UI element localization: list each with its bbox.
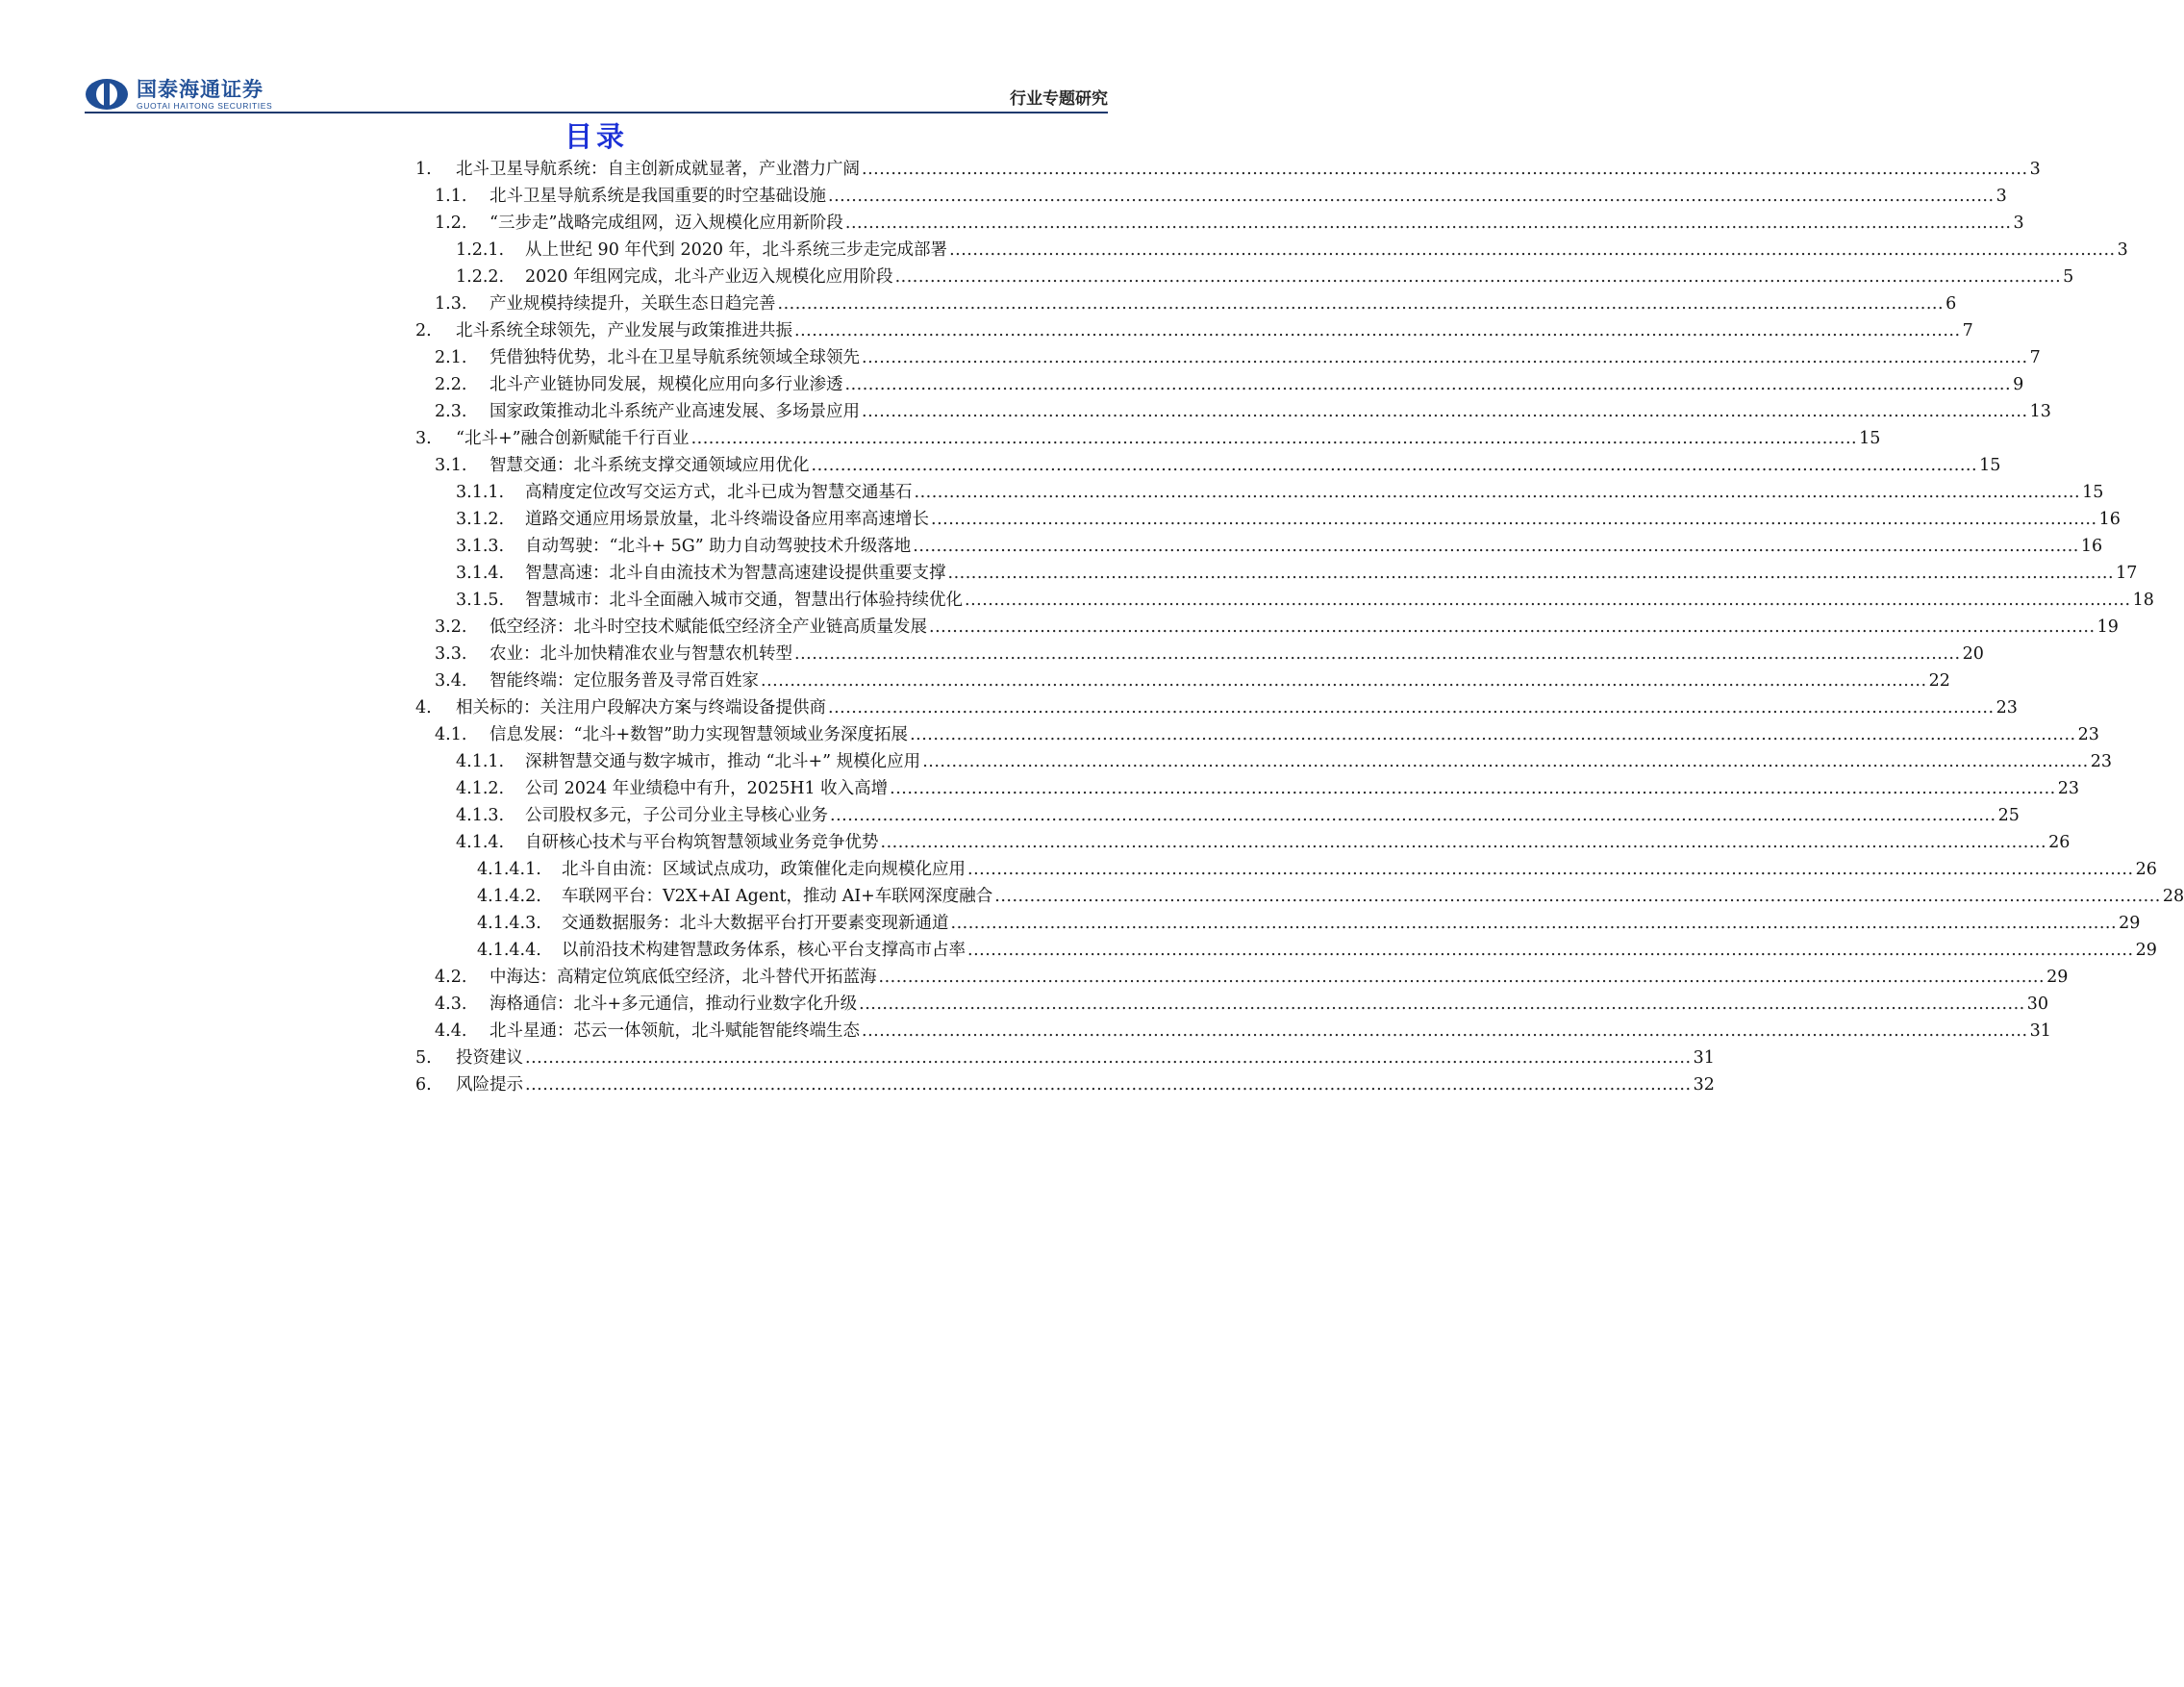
toc-entry-number: 4.1.3. (456, 806, 505, 825)
header-divider (85, 112, 1108, 113)
toc-entry-number: 3.1.2. (456, 510, 505, 529)
brand-name-en: GUOTAI HAITONG SECURITIES (137, 100, 273, 111)
toc-entry-title: 以前沿技术构建智慧政务体系，核心平台支撑高市占率 (562, 941, 966, 960)
toc-entry[interactable] (415, 1018, 2051, 1045)
toc-entry-number: 3. (415, 429, 432, 448)
toc-entry-title: 智慧高速：北斗自由流技术为智慧高速建设提供重要支撑 (525, 564, 946, 583)
toc-entry[interactable] (415, 344, 2041, 371)
toc-entry-page: 22 (1928, 671, 1950, 691)
table-of-contents (415, 156, 2184, 1098)
toc-entry-page: 7 (1962, 321, 1973, 340)
toc-entry-page: 23 (2057, 779, 2079, 798)
toc-entry[interactable] (415, 910, 2141, 937)
toc-leader-dots (845, 375, 2012, 394)
brand-name-cn: 国泰海通证券 (137, 77, 264, 101)
toc-entry[interactable] (415, 560, 2138, 587)
toc-entry-number: 1. (415, 160, 432, 179)
toc-leader-dots (525, 1048, 1692, 1068)
toc-entry-number: 1.1. (435, 187, 467, 206)
toc-entry-number: 3.4. (435, 671, 467, 691)
toc-entry-title: 北斗星通：芯云一体领航，北斗赋能智能终端生态 (490, 1021, 860, 1041)
toc-entry-page: 32 (1693, 1075, 1715, 1095)
toc-entry-page: 5 (2063, 267, 2074, 287)
toc-entry-page: 28 (2162, 887, 2184, 906)
toc-entry[interactable] (415, 1045, 1715, 1071)
toc-entry-title: 凭借独特优势，北斗在卫星导航系统领域全球领先 (490, 348, 860, 367)
toc-leader-dots (881, 833, 2047, 852)
toc-leader-dots (951, 914, 2118, 933)
toc-entry-title: 智慧交通：北斗系统支撑交通领域应用优化 (490, 456, 810, 475)
toc-leader-dots (794, 321, 1961, 340)
toc-entry-title: 2020 年组网完成，北斗产业迈入规模化应用阶段 (525, 267, 893, 287)
toc-entry-title: 北斗自由流：区域试点成功，政策催化走向规模化应用 (562, 860, 966, 879)
toc-entry-title: 智能终端：定位服务普及寻常百姓家 (490, 671, 759, 691)
toc-entry-page: 26 (2048, 833, 2071, 852)
toc-entry-number: 3.2. (435, 617, 467, 637)
toc-entry-number: 4.1.2. (456, 779, 505, 798)
toc-entry-number: 1.2. (435, 214, 467, 233)
toc-entry[interactable] (415, 183, 2007, 210)
toc-entry-title: 深耕智慧交通与数字城市，推动 “北斗+” 规模化应用 (525, 752, 921, 771)
toc-entry-page: 3 (2013, 214, 2024, 233)
toc-entry[interactable] (415, 264, 2074, 290)
toc-entry-title: 交通数据服务：北斗大数据平台打开要素变现新通道 (562, 914, 949, 933)
toc-entry-number: 2. (415, 321, 432, 340)
toc-entry-page: 9 (2013, 375, 2024, 394)
toc-entry[interactable] (415, 587, 2154, 614)
toc-entry[interactable] (415, 964, 2069, 991)
toc-entry-title: 海格通信：北斗+多元通信，推动行业数字化升级 (490, 995, 858, 1014)
toc-leader-dots (994, 887, 2161, 906)
toc-leader-dots (890, 779, 2056, 798)
toc-entry-page: 31 (2029, 1021, 2051, 1041)
toc-entry[interactable] (415, 802, 2020, 829)
toc-entry[interactable] (415, 775, 2079, 802)
toc-entry-number: 3.1.1. (456, 483, 505, 502)
toc-entry-title: 车联网平台：V2X+AI Agent，推动 AI+车联网深度融合 (562, 887, 993, 906)
toc-entry-page: 15 (2082, 483, 2104, 502)
toc-leader-dots (778, 294, 1945, 314)
toc-entry-number: 1.2.1. (456, 240, 505, 260)
toc-entry[interactable] (415, 694, 2018, 721)
toc-entry-number: 4.1.4.2. (477, 887, 541, 906)
toc-entry[interactable] (415, 991, 2049, 1018)
document-type: 行业专题研究 (1010, 89, 1108, 109)
toc-entry[interactable] (415, 479, 2104, 506)
toc-entry-title: 农业：北斗加快精准农业与智慧农机转型 (490, 644, 792, 664)
toc-entry-page: 3 (1996, 187, 2007, 206)
toc-entry-number: 4.2. (435, 968, 467, 987)
toc-leader-dots (915, 483, 2081, 502)
toc-entry-number: 4.1.1. (456, 752, 505, 771)
toc-entry-title: 中海达：高精定位筑底低空经济，北斗替代开拓蓝海 (490, 968, 877, 987)
toc-leader-dots (929, 617, 2096, 637)
toc-entry-number: 3.1.5. (456, 591, 505, 610)
toc-entry-number: 4.1. (435, 725, 467, 744)
toc-entry[interactable] (415, 937, 2157, 964)
toc-entry[interactable] (415, 398, 2051, 425)
toc-entry-number: 4. (415, 698, 432, 718)
toc-entry-page: 16 (2098, 510, 2121, 529)
toc-leader-dots (965, 591, 2131, 610)
toc-entry[interactable] (415, 317, 1973, 344)
toc-entry[interactable] (415, 237, 2128, 264)
toc-entry-page: 3 (2117, 240, 2128, 260)
toc-leader-dots (879, 968, 2046, 987)
toc-entry-title: 低空经济：北斗时空技术赋能低空经济全产业链高质量发展 (490, 617, 927, 637)
toc-entry-page: 29 (2135, 941, 2157, 960)
toc-entry[interactable] (415, 533, 2103, 560)
toc-entry[interactable] (415, 614, 2119, 641)
toc-entry-number: 2.2. (435, 375, 467, 394)
toc-entry[interactable] (415, 506, 2121, 533)
toc-entry-page: 3 (2029, 160, 2041, 179)
toc-leader-dots (931, 510, 2097, 529)
toc-leader-dots (949, 240, 2116, 260)
toc-leader-dots (691, 429, 1858, 448)
toc-entry-page: 7 (2029, 348, 2041, 367)
toc-leader-dots (859, 995, 2025, 1014)
toc-entry-page: 23 (1996, 698, 2018, 718)
toc-entry-title: “北斗+”融合创新赋能千行百业 (456, 429, 690, 448)
toc-entry-title: 国家政策推动北斗系统产业高速发展、多场景应用 (490, 402, 860, 421)
toc-leader-dots (922, 752, 2089, 771)
toc-entry-title: 北斗卫星导航系统：自主创新成就显著，产业潜力广阔 (456, 160, 860, 179)
toc-entry-page: 15 (1859, 429, 1881, 448)
toc-leader-dots (910, 725, 2076, 744)
toc-entry-number: 4.1.4.1. (477, 860, 541, 879)
toc-entry-title: 产业规模持续提升，关联生态日趋完善 (490, 294, 776, 314)
toc-entry-page: 25 (1997, 806, 2020, 825)
toc-entry[interactable] (415, 371, 2024, 398)
toc-entry-page: 18 (2132, 591, 2154, 610)
toc-entry-title: 道路交通应用场景放量，北斗终端设备应用率高速增长 (525, 510, 929, 529)
toc-entry-title: 自动驾驶：“北斗+ 5G” 助力自动驾驶技术升级落地 (525, 537, 912, 556)
toc-entry-number: 4.1.4.3. (477, 914, 541, 933)
toc-leader-dots (862, 160, 2028, 179)
toc-leader-dots (794, 644, 1961, 664)
toc-entry-page: 30 (2026, 995, 2049, 1014)
toc-leader-dots (967, 941, 2134, 960)
toc-entry-title: 相关标的：关注用户段解决方案与终端设备提供商 (456, 698, 826, 718)
toc-entry-page: 29 (2046, 968, 2069, 987)
toc-leader-dots (862, 402, 2028, 421)
toc-leader-dots (862, 348, 2028, 367)
toc-entry-title: 从上世纪 90 年代到 2020 年，北斗系统三步走完成部署 (525, 240, 948, 260)
toc-entry-number: 2.1. (435, 348, 467, 367)
toc-leader-dots (525, 1075, 1692, 1095)
toc-entry-title: 公司股权多元，子公司分业主导核心业务 (525, 806, 828, 825)
toc-entry-page: 20 (1962, 644, 1984, 664)
toc-entry-number: 4.1.4.4. (477, 941, 541, 960)
toc-leader-dots (830, 806, 1996, 825)
toc-leader-dots (828, 698, 1995, 718)
toc-entry[interactable] (415, 156, 2041, 183)
toc-entry-title: “三步走”战略完成组网，迈入规模化应用新阶段 (490, 214, 843, 233)
toc-leader-dots (967, 860, 2134, 879)
toc-leader-dots (761, 671, 1927, 691)
toc-entry-page: 23 (2090, 752, 2113, 771)
toc-entry-number: 2.3. (435, 402, 467, 421)
toc-entry-title: 北斗产业链协同发展，规模化应用向多行业渗透 (490, 375, 843, 394)
toc-entry-page: 19 (2096, 617, 2119, 637)
toc-entry-number: 3.3. (435, 644, 467, 664)
toc-entry-number: 4.1.4. (456, 833, 505, 852)
toc-entry-number: 4.3. (435, 995, 467, 1014)
toc-entry-title: 投资建议 (456, 1048, 523, 1068)
toc-entry-number: 3.1. (435, 456, 467, 475)
toc-leader-dots (948, 564, 2115, 583)
toc-entry-number: 3.1.4. (456, 564, 505, 583)
toc-entry-page: 29 (2119, 914, 2141, 933)
toc-entry[interactable] (415, 829, 2071, 856)
toc-entry-page: 16 (2080, 537, 2103, 556)
toc-entry[interactable] (415, 452, 2001, 479)
toc-leader-dots (845, 214, 2012, 233)
toc-leader-dots (895, 267, 2062, 287)
toc-leader-dots (913, 537, 2079, 556)
toc-entry-title: 北斗卫星导航系统是我国重要的时空基础设施 (490, 187, 826, 206)
toc-entry-page: 17 (2116, 564, 2138, 583)
toc-entry-page: 23 (2077, 725, 2099, 744)
toc-entry-page: 6 (1946, 294, 1957, 314)
toc-entry[interactable] (415, 210, 2024, 237)
toc-entry-title: 公司 2024 年业绩稳中有升，2025H1 收入高增 (525, 779, 889, 798)
toc-entry[interactable] (415, 641, 1984, 667)
toc-entry-title: 智慧城市：北斗全面融入城市交通，智慧出行体验持续优化 (525, 591, 963, 610)
toc-entry-title: 自研核心技术与平台构筑智慧领域业务竞争优势 (525, 833, 879, 852)
toc-entry-page: 15 (1979, 456, 2001, 475)
toc-entry[interactable] (415, 290, 1957, 317)
toc-leader-dots (812, 456, 1978, 475)
toc-entry-number: 3.1.3. (456, 537, 505, 556)
toc-entry-title: 信息发展：“北斗+数智”助力实现智慧领域业务深度拓展 (490, 725, 909, 744)
toc-entry-number: 1.3. (435, 294, 467, 314)
toc-entry-title: 高精度定位改写交运方式，北斗已成为智慧交通基石 (525, 483, 913, 502)
toc-entry-page: 13 (2029, 402, 2051, 421)
brand-logo (85, 75, 272, 113)
toc-leader-dots (862, 1021, 2028, 1041)
toc-entry[interactable] (415, 883, 2184, 910)
toc-entry-number: 5. (415, 1048, 432, 1068)
toc-entry[interactable] (415, 721, 2099, 748)
toc-leader-dots (828, 187, 1995, 206)
page-header (85, 75, 1108, 113)
toc-entry[interactable] (415, 748, 2113, 775)
toc-entry[interactable] (415, 856, 2157, 883)
toc-entry-title: 北斗系统全球领先，产业发展与政策推进共振 (456, 321, 792, 340)
toc-entry[interactable] (415, 667, 1950, 694)
toc-entry-number: 6. (415, 1075, 432, 1095)
toc-entry-page: 26 (2135, 860, 2157, 879)
brand-logo-icon (85, 78, 129, 111)
toc-entry[interactable] (415, 1071, 1715, 1098)
toc-entry-number: 1.2.2. (456, 267, 505, 287)
toc-entry-page: 31 (1693, 1048, 1715, 1068)
toc-entry-title: 风险提示 (456, 1075, 523, 1095)
toc-entry[interactable] (415, 425, 1881, 452)
toc-entry-number: 4.4. (435, 1021, 467, 1041)
toc-title: 目录 (564, 120, 628, 153)
